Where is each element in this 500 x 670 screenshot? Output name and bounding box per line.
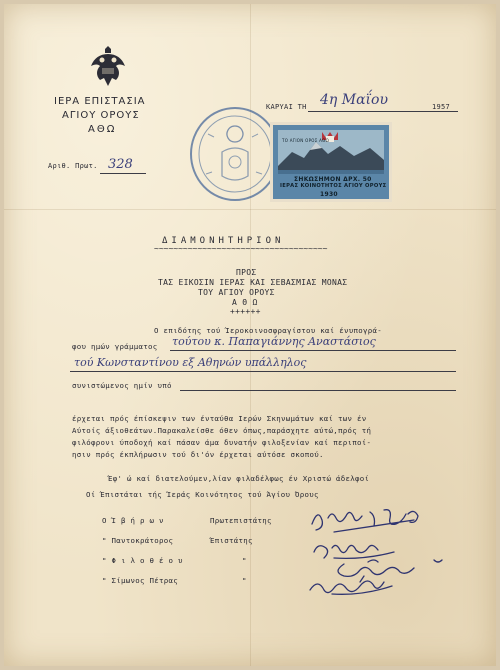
addressee-line-4: Α Θ Ω xyxy=(232,298,258,307)
stamp-artwork-icon xyxy=(270,122,392,202)
date-place: ΚΑΡΥΑΙ ΤΗ xyxy=(266,103,307,111)
stamp-issuer: ΙΕΡΑΣ ΚΟΙΝΟΤΗΤΟΣ ΑΓΙΟΥ ΟΡΟΥΣ xyxy=(280,183,387,189)
document-title-underline: ~~~~~~~~~~~~~~~~~~~~~~~~~~~~~~~~~~~~ xyxy=(154,244,328,253)
document-title: ΔΙΑΜΟΝΗΤΗΡΙΟΝ xyxy=(162,236,285,246)
handwritten-origin: τού Κωνσταντίνου εξ Αθηνών υπάλληλος xyxy=(74,356,307,369)
handwritten-signatures xyxy=(304,498,454,598)
paragraph1-line1: Ο επιδότης τού Ίεροκοινοσφραγίστου καί ένυπογρά- xyxy=(154,326,382,335)
paragraph1-line2: φου ημών γράμματος xyxy=(72,342,158,351)
date-underline xyxy=(308,111,458,112)
paragraph2-line1: έρχεται πρός έπίσκεψιν των ένταύθα Ιερών Σκηνωμάτων καί των έν xyxy=(72,414,367,423)
signatory-role-1: Πρωτεπιστάτης xyxy=(210,516,272,525)
signatory-monastery-3: " Φ ι λ ο θ έ ο υ xyxy=(102,556,183,565)
community-ink-seal-icon xyxy=(188,104,282,204)
date-day-month: 4η Μαΐου xyxy=(320,92,388,108)
closing-line-1: Έφ' ώ καί διατελούμεν,λίαν φιλαδέλφως έν Χριστώ άδελφοί xyxy=(108,474,370,483)
date-year: 1957 xyxy=(432,103,451,111)
signatory-monastery-4: " Σίμωνος Πέτρας xyxy=(102,576,178,585)
signatory-role-2: Έπιστάτης xyxy=(210,536,253,545)
byzantine-eagle-crest-icon xyxy=(88,44,128,90)
origin-underline xyxy=(70,371,456,372)
signatory-role-4: " xyxy=(242,576,247,585)
paragraph2-line2: Αύτοίς άξιοθεάτων.Παρακαλείσθε όθεν όπως,παράσχητε αύτώ,πρός τή xyxy=(72,426,372,435)
revenue-stamp xyxy=(270,122,392,202)
stamp-inner-text: ΤΟ ΑΓΙΟΝ ΟΡΟΣ ΑΘΩ xyxy=(282,138,329,143)
addressee-stars: ++++++ xyxy=(230,307,261,316)
name-underline xyxy=(170,350,456,351)
protocol-underline xyxy=(100,173,146,174)
stamp-year: 1930 xyxy=(320,191,338,198)
handwritten-name: τούτου κ. Παπαγιάννης Αναστάσιος xyxy=(172,335,376,348)
letterhead-line-1: ΙΕΡΑ ΕΠΙΣΤΑΣΙΑ xyxy=(54,96,146,107)
fold-crease-horizontal xyxy=(4,209,496,210)
stamp-denomination: ΣΗΚΩΣΗΜΟΝ ΔΡΧ. 50 xyxy=(294,176,372,183)
paragraph2-line3: φιλόφρονι ύποδοχή καί πάσαν άμα δυνατήν φιλοξενίαν καί περιποί- xyxy=(72,438,372,447)
document-page xyxy=(4,4,496,666)
recommender-underline xyxy=(180,390,456,391)
letterhead-line-2: ΑΓΙΟΥ ΟΡΟΥΣ xyxy=(62,110,140,121)
signatory-role-3: " xyxy=(242,556,247,565)
addressee-line-2: ΤΑΣ ΕΙΚΟΣΙΝ ΙΕΡΑΣ ΚΑΙ ΣΕΒΑΣΜΙΑΣ ΜΟΝΑΣ xyxy=(158,278,348,287)
protocol-number: 328 xyxy=(108,157,133,172)
protocol-label: Αριθ. Πρωτ. xyxy=(48,162,98,170)
signatory-monastery-2: " Παντοκράτορος xyxy=(102,536,174,545)
closing-line-2: Οί Έπιστάται τής Ίεράς Κοινότητος τού Άγίου Όρους xyxy=(86,490,319,499)
addressee-line-3: ΤΟΥ ΑΓΙΟΥ ΟΡΟΥΣ xyxy=(198,288,275,297)
paragraph1-line3: συνιστώμενος ημίν υπό xyxy=(72,381,172,390)
letterhead-line-3: ΑΘΩ xyxy=(88,124,117,135)
signatory-monastery-1: Ο Ί β ή ρ ω ν xyxy=(102,516,164,525)
addressee-line-1: ΠΡΟΣ xyxy=(236,268,257,277)
paragraph2-line4: ησιν πρός έκπλήρωσιν τού δι'όν έρχεται αύτόσε σκοπού. xyxy=(72,450,324,459)
